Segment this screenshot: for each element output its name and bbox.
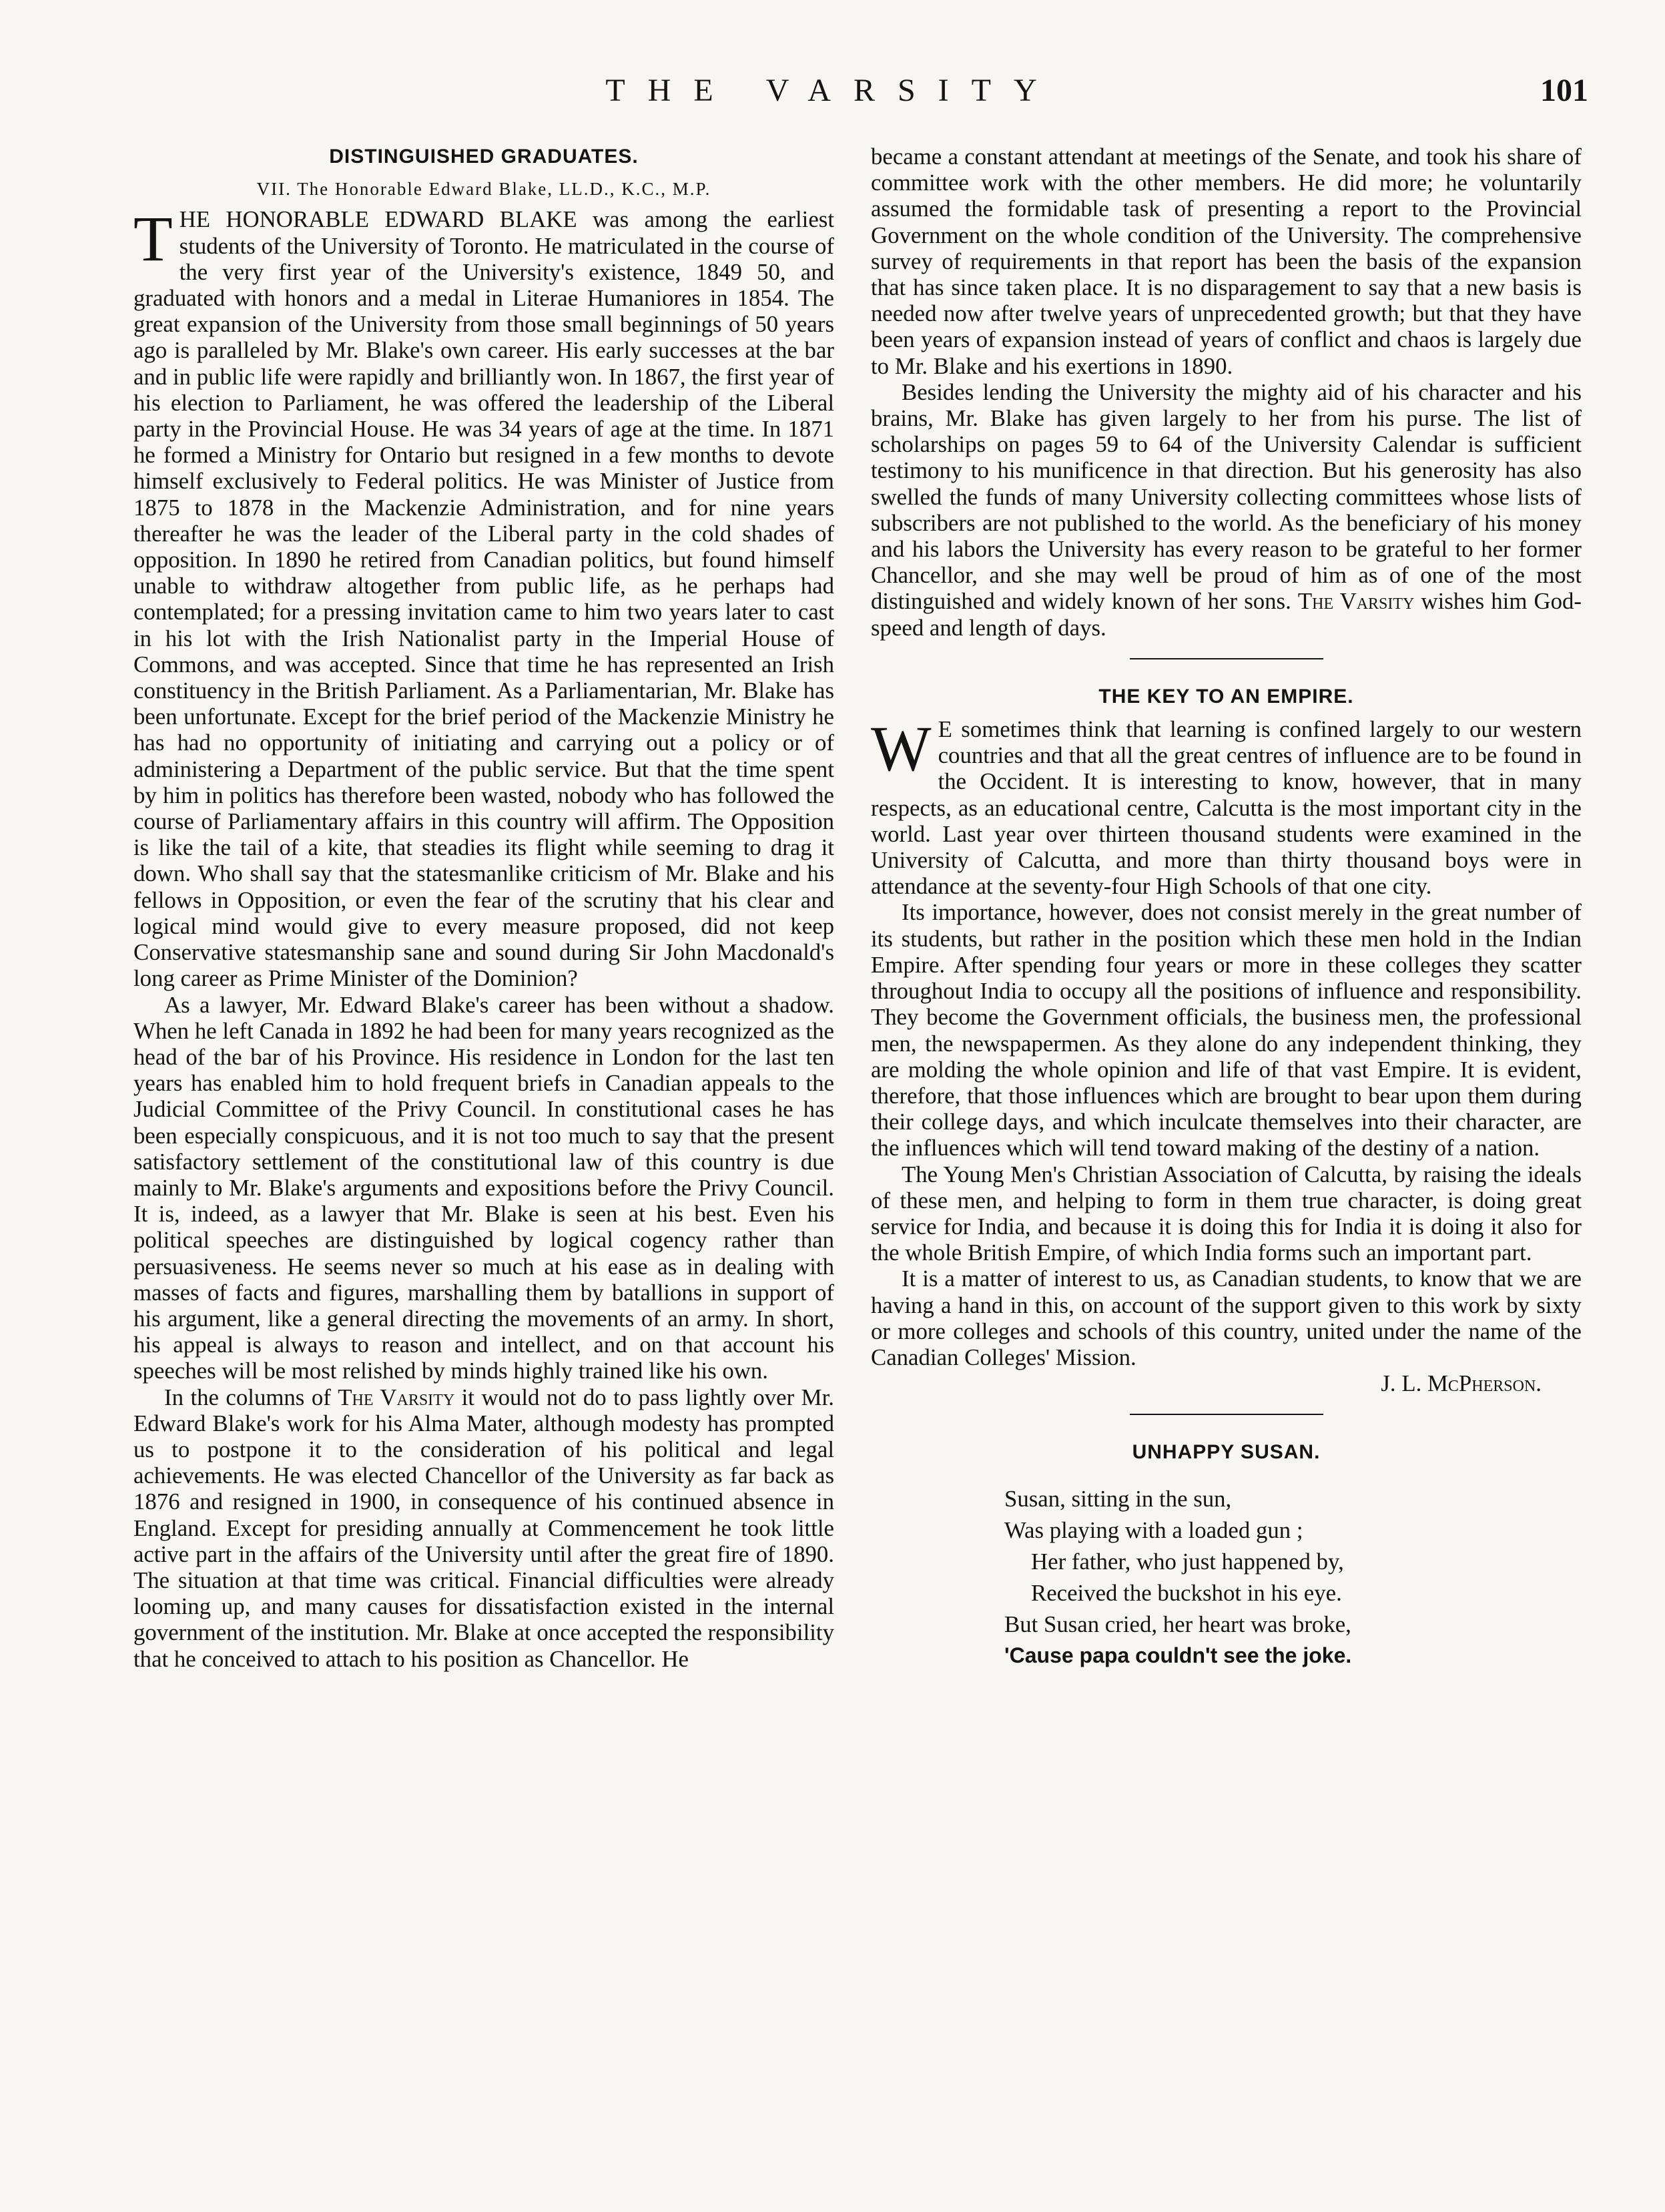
section-divider	[1130, 658, 1323, 659]
article-subtitle: VII. The Honorable Edward Blake, LL.D., K.C., M.P.	[256, 179, 711, 200]
poem-line: Her father, who just happened by,	[1031, 1548, 1344, 1575]
author-signature: J. L. McPherson.	[1381, 1370, 1542, 1397]
article-title-unhappy-susan: UNHAPPY SUSAN.	[1132, 1441, 1321, 1464]
poem-line: 'Cause papa couldn't see the joke.	[1004, 1643, 1352, 1667]
poem-line: Was playing with a loaded gun ;	[1004, 1516, 1303, 1543]
article1-paragraph-1: THE HONORABLE EDWARD BLAKE was among the earliest students of the University of Toronto. He matriculated in the course of the very first year of the University's existence, 1849 50, and graduated with honors and a medal in Literae Humaniores in 1854. The great expansion of the University from those small beginnings of 50 years ago is paralleled by Mr. Blake's own career. His early successes at the bar and in public life were rapidly and brilliantly won. In 1867, the first year of his election to Parliament, he was offered the leadership of the Liberal party in the Provincial House. He was 34 years of age at the time. In 1871 he formed a Ministry for Ontario but resigned in a few months to devote himself exclusively to Federal politics. He was Minister of Justice from 1875 to 1878 in the Mackenzie Administration, and for nine years thereafter he was the leader of the Liberal party in the cold shades of opposition. In 1890 he retired from Canadian politics, but found himself unable to withdraw altogether from public life, as he perhaps had contemplated; for a pressing invitation came to him two years later to cast in his lot with the Irish Nationalist party in the Imperial House of Commons, and was accepted. Since that time he has represented an Irish constituency in the British Parliament. As a Parliamentarian, Mr. Blake has been unfortunate. Except for the brief period of the Mackenzie Ministry he has had no opportunity of initiating and carrying out a policy or of administering a Department of the public service. But that the time spent by him in politics has therefore been wasted, nobody who has followed the course of Parliamentary affairs in this country will affirm. The Opposition is like the tail of a kite, that steadies its flight while seeming to drag it down. Who shall say that the statesmanlike criticism of Mr. Blake and his fellows in Opposition, or even the fear of the scrutiny that his clear and logical mind would give to every measure proposed, did not keep Conservative statesmanship sane and sound during Sir John Macdonald's long career as Prime Minister of the Dominion?	[133, 203, 834, 992]
article2-paragraph-4: It is a matter of interest to us, as Canadian students, to know that we are having a hand in this, on account of the support given to this work by sixty or more colleges and schools of this country, united under the name of the Canadian Colleges' Mission.	[871, 1266, 1582, 1370]
page-header	[0, 72, 1665, 125]
drop-cap: W	[871, 713, 932, 785]
article2-paragraph-1: W E sometimes think that learning is confined largely to our western countries and that all the great centres of influence are to be found in the Occident. It is interesting to know, however, that in many respects, as an educational centre, Calcutta is the most important city in the world. Last year over thirteen thousand students were examined in the University of Calcutta, and more than thirty thousand boys were in attendance at the seventy-four High Schools of that one city.	[871, 713, 1582, 900]
poem	[1004, 1483, 1582, 1671]
poem-line: But Susan cried, her heart was broke,	[1004, 1611, 1351, 1637]
masthead-title: THE VARSITY	[605, 73, 1060, 108]
varsity-name: The Varsity	[1297, 588, 1415, 615]
article1-paragraph-3: In the columns of The Varsity it would not do to pass lightly over Mr. Edward Blake's work for his Alma Mater, although modesty has prompted us to postpone it to the consideration of his political and legal achievements. He was elected Chancellor of the University as far back as 1876 and resigned in 1900, in consequence of his continued absence in England. Except for presiding annually at Commencement he took little active part in the affairs of the University until after the great fire of 1890. The situation at that time was critical. Financial difficulties were already looming up, and many causes for dissatisfaction existed in the internal government of the institution. Mr. Blake at once accepted the responsibility that he conceived to attach to his position as Chancellor. He	[133, 1384, 834, 1672]
drop-cap: T	[133, 203, 173, 275]
article-title-key-to-an-empire: THE KEY TO AN EMPIRE.	[1098, 685, 1354, 708]
varsity-name: The Varsity	[338, 1384, 455, 1410]
article1-paragraph-4: Besides lending the University the mighty aid of his character and his brains, Mr. Blake has given largely to her from his purse. The list of scholarships on pages 59 to 64 of the University Calendar is sufficient testimony to his munificence in that direction. But his generosity has also swelled the funds of many University collecting committees whose lists of subscribers are not published to the world. As the beneficiary of his money and his labors the University has every reason to be grateful to her former Chancellor, and she may well be proud of him as of one of the most distinguished and widely known of her sons. The Varsity wishes him God-speed and length of days.	[871, 378, 1582, 641]
article2-paragraph-2: Its importance, however, does not consist merely in the great number of its students, but rather in the position which these men hold in the Indian Empire. After spending four years or more in these colleges they scatter throughout India to occupy all the positions of influence and responsibility. They become the Government officials, the business men, the professional men, the newspapermen. As they alone do any independent thinking, they are molding the whole opinion and life of that vast Empire. It is evident, therefore, that those influences which are brought to bear upon them during their college days, and which inculcate themselves into their character, are the influences which will tend toward making of the destiny of a nation.	[871, 899, 1582, 1161]
left-column	[133, 144, 834, 1672]
section-divider	[1130, 1414, 1323, 1415]
article2-paragraph-3: The Young Men's Christian Association of Calcutta, by raising the ideals of these men, and helping to form in them true character, is doing great service for India, and because it is doing this for India it is doing it also for the whole British Empire, of which India forms such an important part.	[871, 1161, 1582, 1266]
article1-paragraph-2: As a lawyer, Mr. Edward Blake's career has been without a shadow. When he left Canada in 1892 he had been for many years recognized as the head of the bar of his Province. His residence in London for the last ten years has enabled him to hold frequent briefs in Canadian appeals to the Judicial Committee of the Privy Council. In constitutional cases he has been especially conspicuous, and it is not too much to say that the present satisfactory settlement of the constitutional law of this country is due mainly to Mr. Blake's arguments and expositions before the Privy Council. It is, indeed, as a lawyer that Mr. Blake is seen at his best. Even his political speeches are distinguished by logical cogency rather than persuasiveness. He seems never so much at his ease as in dealing with masses of facts and figures, marshalling them by batallions in support of his argument, like a general directing the movements of an army. In short, his appeal is always to reason and intellect, and on that account his speeches will be most relished by minds highly trained like his own.	[133, 991, 834, 1384]
page-number: 101	[1540, 73, 1588, 108]
right-column	[871, 144, 1582, 1671]
poem-line: Susan, sitting in the sun,	[1004, 1485, 1232, 1512]
article1-paragraph-3-continued: became a constant attendant at meetings of the Senate, and took his share of committee work with the other members. He did more; he voluntarily assumed the formidable task of presenting a report to the Provincial Government on the whole condition of the University. The comprehensive survey of requirements in that report has been the basis of the expansion that has since taken place. It is no disparagement to say that a new basis is needed now after twelve years of unprecedented growth; but that they have been years of expansion instead of years of conflict and chaos is largely due to Mr. Blake and his exertions in 1890.	[871, 144, 1582, 379]
poem-line: Received the buckshot in his eye.	[1031, 1579, 1342, 1606]
article-title-distinguished-graduates: DISTINGUISHED GRADUATES.	[329, 146, 639, 168]
